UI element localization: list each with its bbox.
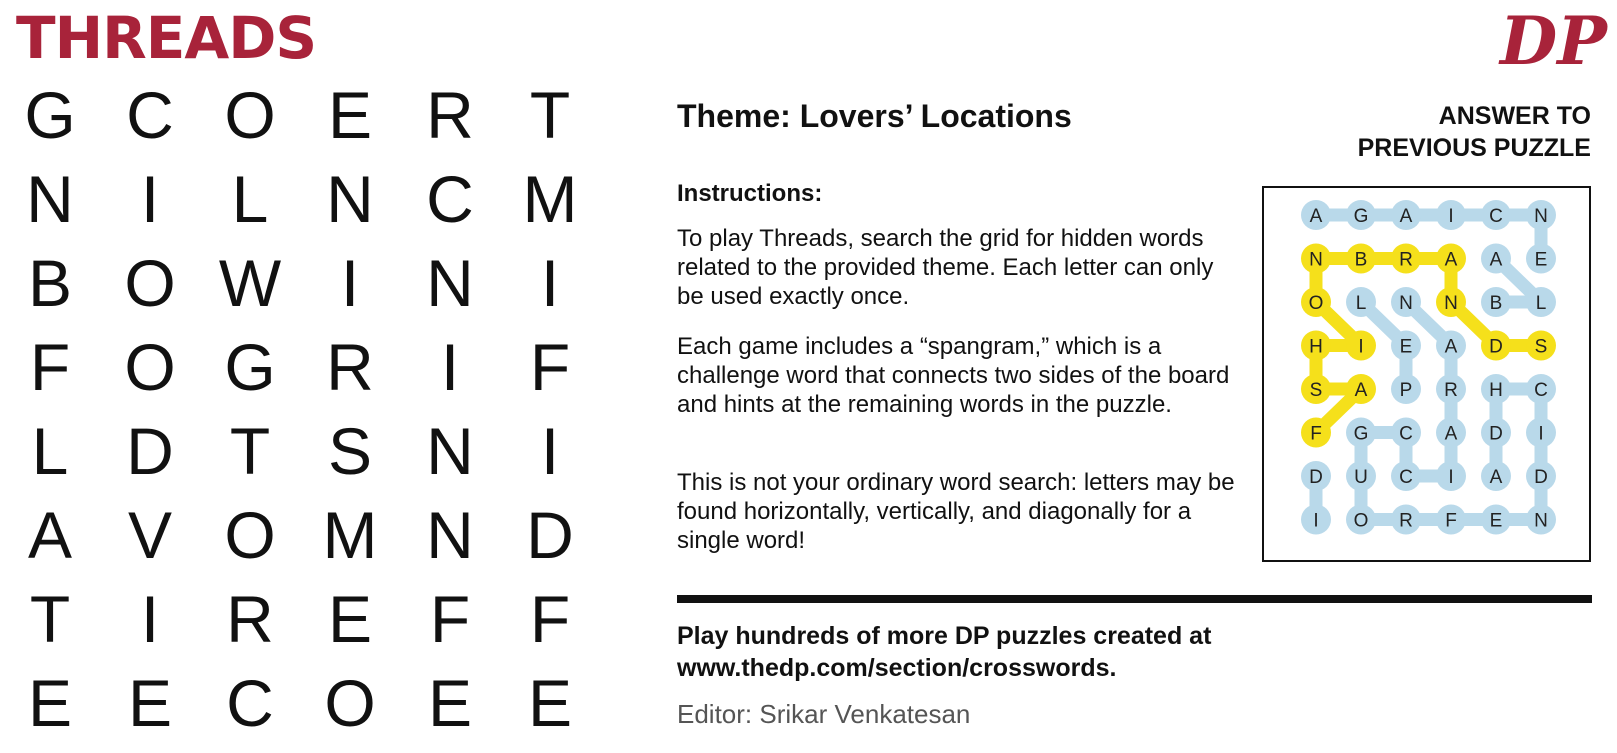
answer-letter: G: [1353, 206, 1369, 227]
grid-letter[interactable]: M: [522, 162, 578, 236]
answer-letter: S: [1309, 380, 1323, 401]
instructions-paragraph: Each game includes a “spangram,” which is a challenge word that connects two sides of the board and hints at the remaining words in the puzzle.: [677, 333, 1230, 418]
instructions-paragraph: This is not your ordinary word search: letters may be found horizontally, vertically, and diagonally for a single word!: [677, 469, 1235, 554]
instructions-heading: Instructions:: [677, 180, 823, 207]
answer-letter: R: [1399, 249, 1413, 271]
grid-letter[interactable]: W: [218, 246, 282, 320]
grid-letter[interactable]: T: [29, 582, 71, 656]
grid-letter[interactable]: O: [324, 666, 376, 740]
puzzle-title: THREADS: [16, 4, 317, 72]
grid-letter[interactable]: L: [31, 414, 69, 488]
answer-letter: D: [1309, 467, 1323, 488]
letter-grid: [0, 73, 600, 753]
promo-line: Play hundreds of more DP puzzles created at: [677, 622, 1212, 650]
answer-letter: B: [1489, 293, 1503, 314]
grid-letter[interactable]: V: [127, 498, 173, 572]
grid-letter[interactable]: D: [126, 414, 174, 488]
answer-letter: C: [1534, 380, 1548, 401]
grid-letter[interactable]: E: [427, 666, 473, 740]
answer-letter: A: [1444, 336, 1458, 358]
answer-letter: D: [1534, 467, 1548, 488]
grid-letter[interactable]: N: [426, 498, 474, 572]
grid-letter[interactable]: I: [540, 246, 560, 320]
previous-answer-heading-line: ANSWER TO: [1438, 102, 1591, 130]
answer-letter: H: [1489, 380, 1503, 401]
grid-letter[interactable]: S: [327, 414, 373, 488]
answer-letter: U: [1354, 467, 1368, 488]
answer-letter: C: [1489, 206, 1503, 227]
answer-letter: N: [1399, 293, 1413, 314]
answer-letter: O: [1353, 510, 1369, 532]
grid-letter[interactable]: E: [27, 666, 73, 740]
answer-letter: N: [1309, 249, 1323, 271]
answer-letter: H: [1309, 336, 1323, 358]
answer-letter: O: [1308, 293, 1324, 314]
answer-letter: N: [1444, 293, 1458, 314]
grid-letter[interactable]: E: [527, 666, 573, 740]
answer-letter: A: [1444, 249, 1458, 271]
answer-letter: G: [1353, 423, 1369, 445]
answer-letter: R: [1399, 510, 1413, 532]
answer-letter: A: [1489, 249, 1503, 271]
answer-letter: B: [1354, 249, 1368, 271]
answer-letter: E: [1534, 249, 1548, 271]
grid-letter[interactable]: E: [127, 666, 173, 740]
grid-letter[interactable]: T: [529, 78, 571, 152]
promo-text: [677, 620, 1211, 684]
answer-letter: I: [1358, 336, 1364, 358]
answer-letter: I: [1538, 423, 1544, 445]
answer-letter: E: [1489, 510, 1503, 532]
answer-letter: A: [1354, 380, 1368, 401]
grid-letter[interactable]: N: [426, 414, 474, 488]
grid-letter[interactable]: G: [224, 330, 276, 404]
answer-letter: A: [1489, 467, 1503, 488]
answer-letter: E: [1399, 336, 1413, 358]
grid-letter[interactable]: R: [226, 582, 274, 656]
answer-letter: F: [1445, 510, 1457, 532]
answer-letter: L: [1535, 293, 1547, 314]
grid-letter[interactable]: O: [224, 78, 276, 152]
previous-answer-heading-line: PREVIOUS PUZZLE: [1357, 134, 1591, 162]
answer-letter: C: [1399, 423, 1413, 445]
answer-letter: D: [1489, 336, 1503, 358]
previous-answer-svg: [1264, 188, 1589, 560]
grid-letter[interactable]: O: [124, 330, 176, 404]
grid-letter[interactable]: N: [326, 162, 374, 236]
answer-letter: I: [1448, 467, 1454, 488]
grid-letter[interactable]: O: [124, 246, 176, 320]
grid-letter[interactable]: E: [327, 582, 373, 656]
grid-letter[interactable]: I: [340, 246, 360, 320]
grid-letter[interactable]: F: [29, 330, 71, 404]
grid-letter[interactable]: A: [27, 498, 73, 572]
answer-letter: I: [1448, 206, 1454, 227]
grid-letter[interactable]: R: [326, 330, 374, 404]
grid-letter[interactable]: F: [529, 330, 571, 404]
answer-letter: P: [1399, 380, 1413, 401]
grid-letter[interactable]: M: [322, 498, 378, 572]
answer-letter: C: [1399, 467, 1413, 488]
grid-letter[interactable]: T: [229, 414, 271, 488]
grid-letter[interactable]: I: [140, 162, 160, 236]
promo-link: www.thedp.com/section/crosswords.: [677, 654, 1117, 682]
answer-letter: R: [1444, 380, 1458, 401]
grid-letter[interactable]: C: [226, 666, 274, 740]
editor-credit: Editor: Srikar Venkatesan: [677, 699, 971, 729]
grid-letter[interactable]: C: [126, 78, 174, 152]
answer-letter: S: [1534, 336, 1548, 358]
instructions-paragraph: To play Threads, search the grid for hidden words related to the provided theme. Each letter can only be used exactly once.: [677, 225, 1214, 310]
previous-answer-heading: [1291, 100, 1591, 164]
grid-letter[interactable]: I: [540, 414, 560, 488]
grid-letter[interactable]: D: [526, 498, 574, 572]
grid-letter[interactable]: F: [529, 582, 571, 656]
puzzle-theme: Theme: Lovers’ Locations: [677, 98, 1072, 134]
answer-letter: I: [1313, 510, 1319, 532]
answer-letter: N: [1534, 510, 1548, 532]
divider: [677, 595, 1592, 603]
grid-letter[interactable]: N: [26, 162, 74, 236]
answer-letter: F: [1310, 423, 1322, 445]
answer-letter: D: [1489, 423, 1503, 445]
grid-letter[interactable]: O: [224, 498, 276, 572]
grid-letter[interactable]: G: [24, 78, 76, 152]
dp-logo: DP: [1500, 2, 1607, 80]
grid-letter[interactable]: L: [231, 162, 269, 236]
previous-answer-board: [1262, 186, 1591, 562]
grid-letter[interactable]: E: [327, 78, 373, 152]
grid-letter[interactable]: C: [426, 162, 474, 236]
grid-letter[interactable]: R: [426, 78, 474, 152]
grid-letter[interactable]: I: [140, 582, 160, 656]
grid-letter[interactable]: I: [440, 330, 460, 404]
answer-letter: A: [1399, 206, 1413, 227]
grid-letter[interactable]: B: [27, 246, 73, 320]
answer-letter: A: [1444, 423, 1458, 445]
grid-letter[interactable]: N: [426, 246, 474, 320]
answer-letter: L: [1355, 293, 1367, 314]
answer-letter: N: [1534, 206, 1548, 227]
grid-letter[interactable]: F: [429, 582, 471, 656]
answer-letter: A: [1309, 206, 1323, 227]
